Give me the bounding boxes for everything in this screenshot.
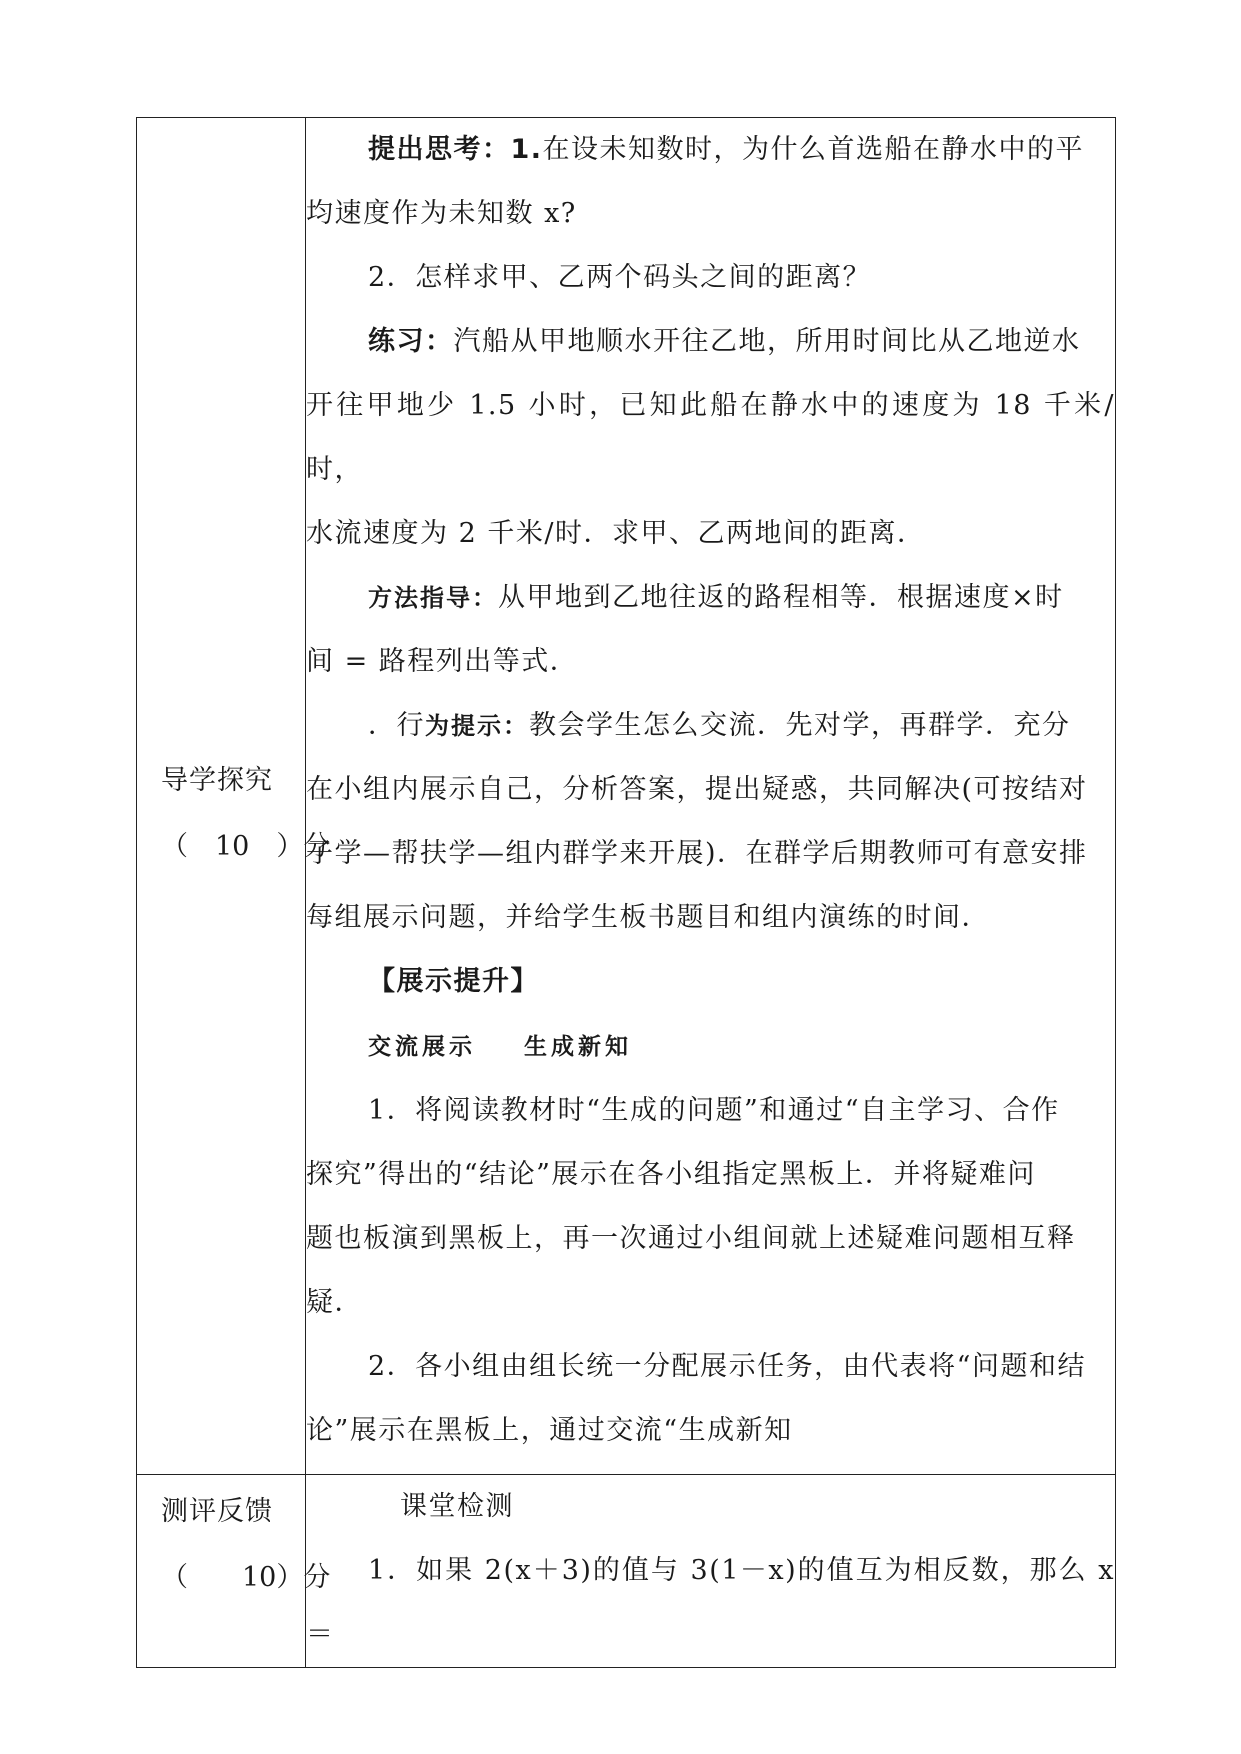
practice-lead: 练习： — [368, 326, 454, 357]
show-item-1: 1．将阅读教材时“生成的问题”和通过“自主学习、合作 — [368, 1095, 1060, 1126]
section-content-cell — [306, 118, 1116, 1475]
show-item-1-cont-3: 疑． — [306, 1287, 363, 1318]
show-subtitle-2: 生成新知 — [524, 1034, 632, 1060]
think-lead: 提出思考： — [368, 134, 511, 165]
think-question-2: 2．怎样求甲、乙两个码头之间的距离？ — [368, 262, 872, 293]
behavior-tip — [306, 694, 1115, 758]
behavior-tip-cont-3: 每组展示问题，并给学生板书题目和组内演练的时间． — [306, 902, 990, 933]
show-title-text: 【展示提升】 — [368, 966, 539, 997]
lesson-plan-table — [136, 117, 1116, 1668]
check-title: 课堂检测 — [400, 1491, 514, 1522]
behavior-text: 教会学生怎么交流．先对学，再群学．充分 — [529, 710, 1071, 741]
section-score: （ 10 ）分 — [161, 831, 331, 862]
table-row — [137, 1475, 1116, 1668]
show-item-2-cont: 论”展示在黑板上，通过交流“生成新知 — [306, 1415, 793, 1446]
section-label-cell — [137, 1475, 331, 1668]
behavior-tip-cont-2: 子学—帮扶学—组内群学来开展)．在群学后期教师可有意安排 — [306, 838, 1088, 869]
think-question-1-cont: 均速度作为未知数 x? — [306, 198, 577, 229]
show-title — [306, 950, 1115, 1014]
method-guide-cont: 间 = 路程列出等式． — [306, 646, 579, 677]
show-subtitle — [306, 1014, 1115, 1079]
section-label: 测评反馈 — [161, 1496, 273, 1527]
practice-paragraph-cont: 开往甲地少 1.5 小时，已知此船在静水中的速度为 18 千米/时， — [306, 390, 1115, 485]
method-lead: 方法指导： — [368, 584, 498, 612]
think-1-number: 1. — [510, 134, 543, 165]
check-question-1: 1．如果 2(x＋3)的值与 3(1－x)的值互为相反数，那么 x＝ — [306, 1555, 1115, 1650]
show-item-1-cont-2: 题也板演到黑板上，再一次通过小组间就上述疑难问题相互释 — [306, 1223, 1076, 1254]
section-content-cell — [306, 1475, 1116, 1668]
method-guide — [306, 566, 1115, 630]
practice-text: 汽船从甲地顺水开往乙地，所用时间比从乙地逆水 — [453, 326, 1081, 357]
think-1-text: 在设未知数时，为什么首选船在静水中的平 — [542, 134, 1085, 165]
show-item-2: 2．各小组由组长统一分配展示任务，由代表将“问题和结 — [368, 1351, 1086, 1382]
practice-paragraph — [306, 310, 1115, 374]
practice-paragraph-cont-2: 水流速度为 2 千米/时．求甲、乙两地间的距离． — [306, 518, 926, 549]
think-question-1 — [306, 118, 1115, 182]
section-score: （ 10）分 — [161, 1562, 331, 1593]
behavior-prefix: ．行 — [368, 710, 425, 741]
section-label: 导学探究 — [161, 765, 273, 796]
show-item-1-cont: 探究”得出的“结论”展示在各小组指定黑板上．并将疑难问 — [306, 1159, 1036, 1190]
table-row — [137, 118, 1116, 1475]
section-label-cell — [137, 118, 331, 1475]
behavior-tip-cont: 在小组内展示自己，分析答案，提出疑惑，共同解决(可按结对 — [306, 774, 1088, 805]
method-text: 从甲地到乙地往返的路程相等．根据速度×时 — [498, 582, 1064, 613]
behavior-lead: 为提示： — [425, 712, 529, 740]
show-subtitle-1: 交流展示 — [368, 1034, 476, 1060]
